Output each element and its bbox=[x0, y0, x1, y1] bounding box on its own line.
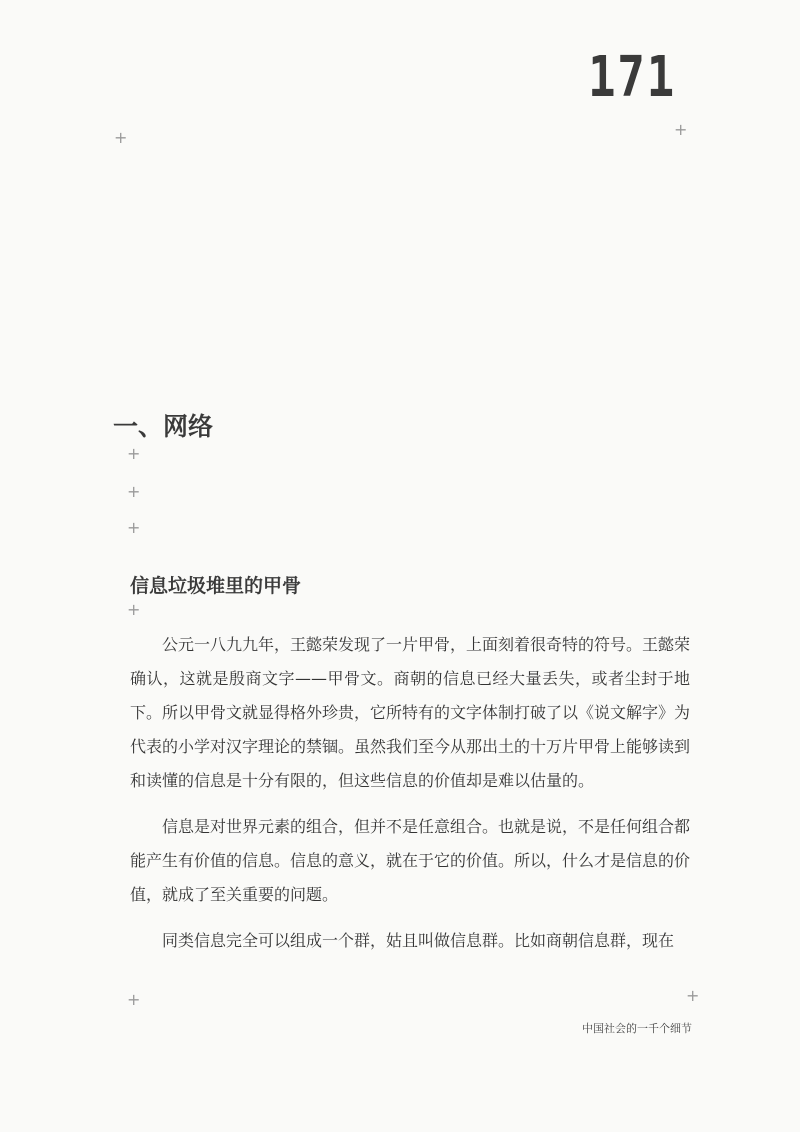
page-number: 171 bbox=[588, 45, 676, 110]
crop-mark: + bbox=[686, 986, 700, 1005]
paragraph: 信息是对世界元素的组合，但并不是任意组合。也就是说，不是任何组合都能产生有价值的信息。信息的意义，就在于它的价值。所以，什么才是信息的价值，就成了至关重要的问题。 bbox=[130, 817, 691, 904]
crop-mark: + bbox=[674, 120, 688, 139]
crop-mark: + bbox=[114, 128, 128, 147]
crop-mark: + bbox=[127, 990, 141, 1009]
crop-mark: + bbox=[127, 444, 141, 463]
paragraph: 同类信息完全可以组成一个群，姑且叫做信息群。比如商朝信息群，现在 bbox=[162, 931, 675, 950]
running-footer: 中国社会的一千个细节 bbox=[582, 1022, 692, 1035]
article-body bbox=[130, 628, 690, 970]
crop-mark: + bbox=[127, 600, 141, 619]
crop-mark: + bbox=[127, 518, 141, 537]
section-heading: 一、网络 bbox=[113, 411, 214, 441]
article-title: 信息垃圾堆里的甲骨 bbox=[130, 574, 302, 597]
crop-mark: + bbox=[127, 482, 141, 501]
paragraph: 公元一八九九年，王懿荣发现了一片甲骨，上面刻着很奇特的符号。王懿荣确认，这就是殷商文字——甲骨文。商朝的信息已经大量丢失，或者尘封于地下。所以甲骨文就显得格外珍贵，它所特有的文字体制打破了以《说文解字》为代表的小学对汉字理论的禁锢。虽然我们至今从那出土的十万片甲骨上能够读到和读懂的信息是十分有限的，但这些信息的价值却是难以估量的。 bbox=[130, 635, 691, 790]
